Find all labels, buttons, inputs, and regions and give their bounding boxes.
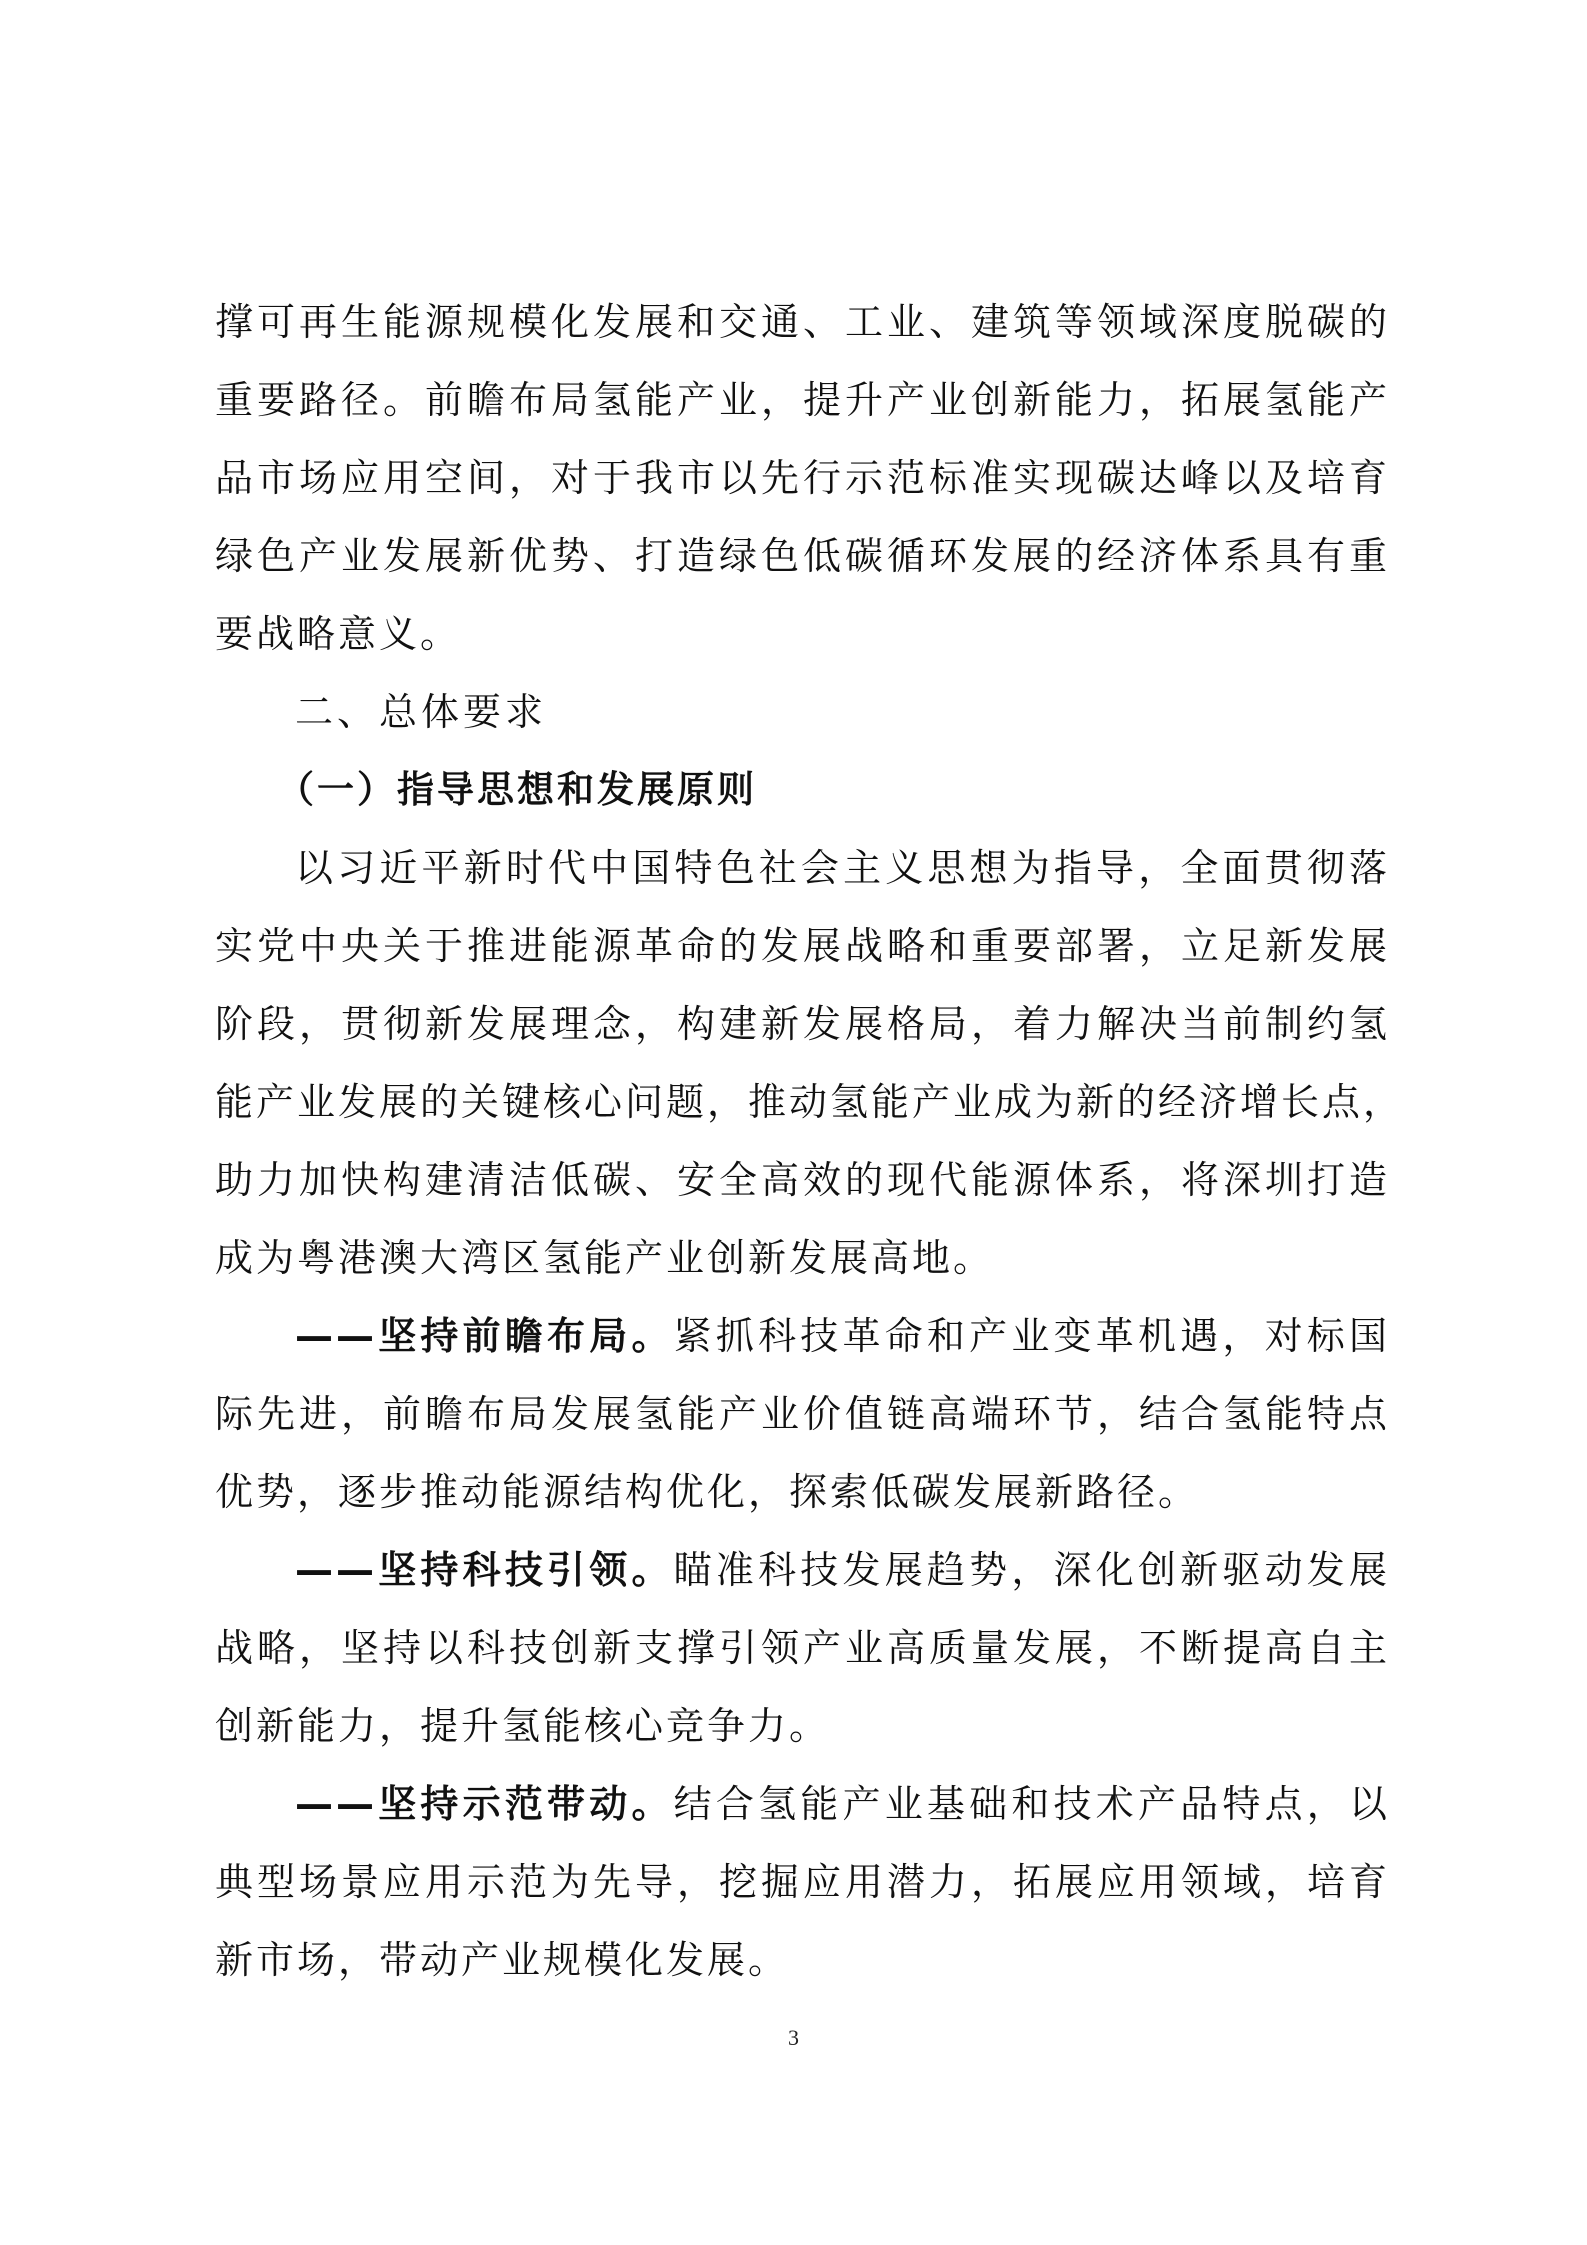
principle-2-text: 瞄准科技发展趋势，深化创新驱动发展 <box>673 1548 1390 1592</box>
principle-1-lead: ——坚持前瞻布局。 <box>295 1314 674 1358</box>
text-line: 实党中央关于推进能源革命的发展战略和重要部署，立足新发展 <box>215 924 1390 968</box>
text-line: 际先进，前瞻布局发展氢能产业价值链高端环节，结合氢能特点 <box>215 1392 1390 1436</box>
text-line: 要战略意义。 <box>215 612 462 656</box>
text-line: 重要路径。前瞻布局氢能产业，提升产业创新能力，拓展氢能产 <box>215 378 1390 422</box>
subsection-heading: （一）指导思想和发展原则 <box>277 768 757 811</box>
page-number: 3 <box>788 2025 799 2050</box>
text-line: 创新能力，提升氢能核心竞争力。 <box>215 1704 831 1748</box>
principle-3-text: 结合氢能产业基础和技术产品特点，以 <box>673 1782 1390 1826</box>
principle-2-first-line <box>215 1531 1390 1609</box>
section-heading: 二、总体要求 <box>295 690 548 734</box>
principle-3-lead: ——坚持示范带动。 <box>295 1782 674 1826</box>
text-line: 战略，坚持以科技创新支撑引领产业高质量发展，不断提高自主 <box>215 1626 1390 1670</box>
principle-3-first-line <box>215 1765 1390 1843</box>
text-line: 成为粤港澳大湾区氢能产业创新发展高地。 <box>215 1236 995 1280</box>
body-text <box>215 283 1405 1999</box>
text-line: 典型场景应用示范为先导，挖掘应用潜力，拓展应用领域，培育 <box>215 1860 1390 1904</box>
text-line: 品市场应用空间，对于我市以先行示范标准实现碳达峰以及培育 <box>215 456 1390 500</box>
principle-1-text: 紧抓科技革命和产业变革机遇，对标国 <box>673 1314 1390 1358</box>
text-line: 撑可再生能源规模化发展和交通、工业、建筑等领域深度脱碳的 <box>215 300 1390 344</box>
text-line: 阶段，贯彻新发展理念，构建新发展格局，着力解决当前制约氢 <box>215 1002 1390 1046</box>
text-line: 优势，逐步推动能源结构优化，探索低碳发展新路径。 <box>215 1470 1200 1514</box>
text-line: 助力加快构建清洁低碳、安全高效的现代能源体系，将深圳打造 <box>215 1158 1390 1202</box>
principle-1-first-line <box>215 1297 1390 1375</box>
text-line: 绿色产业发展新优势、打造绿色低碳循环发展的经济体系具有重 <box>215 534 1390 578</box>
text-line: 能产业发展的关键核心问题，推动氢能产业成为新的经济增长点， <box>215 1080 1405 1124</box>
text-line: 新市场，带动产业规模化发展。 <box>215 1938 790 1982</box>
principle-2-lead: ——坚持科技引领。 <box>295 1548 674 1592</box>
text-line: 以习近平新时代中国特色社会主义思想为指导，全面贯彻落 <box>295 846 1390 890</box>
